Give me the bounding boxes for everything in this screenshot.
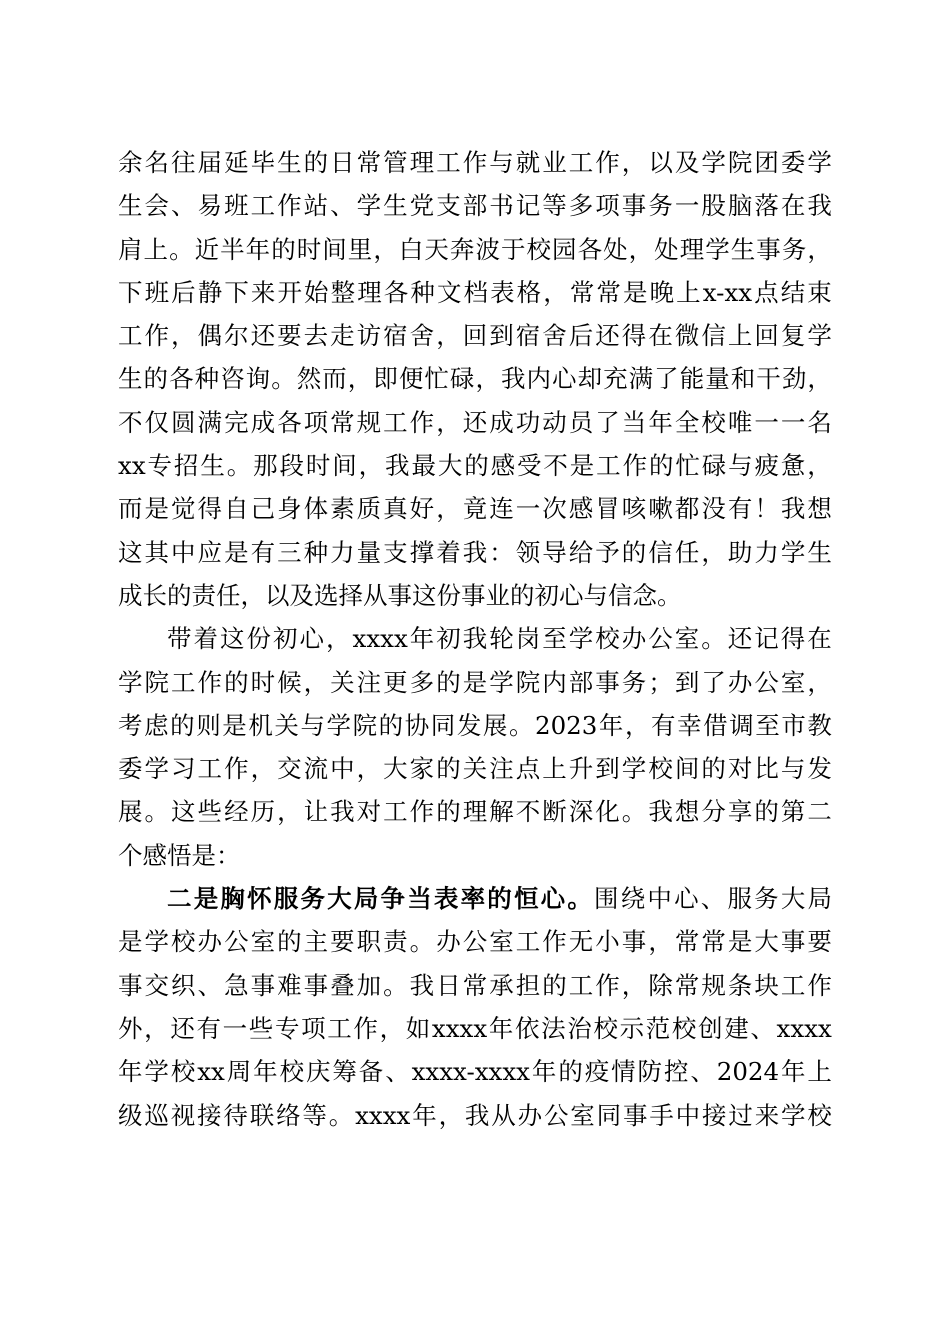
text-line: 生 会 、 易 班 工 作 站 、 学 生 党 支 部 书 记 等 多 项 事 务 一 股 脑 落 在 我 — [118, 184, 832, 227]
text-line: 生 的 各 种 咨 询 。 然 而 ， 即 便 忙 碌 ， 我 内 心 却 充 满 了 能 量 和 干 劲 ， — [118, 357, 832, 400]
text-line: 级 巡 视 接 待 联 络 等 。 xxxx 年 ， 我 从 办 公 室 同 事 手 中 接 过 来 学 校 — [118, 1094, 832, 1137]
text-line: 委 学 习 工 作 ， 交 流 中 ， 大 家 的 关 注 点 上 升 到 学 校 间 的 对 比 与 发 — [118, 747, 832, 790]
text-line: 工 作 ， 偶 尔 还 要 去 走 访 宿 舍 ， 回 到 宿 舍 后 还 得 在 微 信 上 回 复 学 — [118, 314, 832, 357]
text-line: 下 班 后 静 下 来 开 始 整 理 各 种 文 档 表 格 ， 常 常 是 晚 上 x-xx 点 结 束 — [118, 271, 832, 314]
text-line: 这 其 中 应 是 有 三 种 力 量 支 撑 着 我 ： 领 导 给 予 的 信 任 ， 助 力 学 生 — [118, 531, 832, 574]
line-text: 个感悟是： — [118, 840, 241, 870]
text-line: 而 是 觉 得 自 己 身 体 素 质 真 好 ， 竟 连 一 次 感 冒 咳 嗽 都 没 有 ！ 我 想 — [118, 487, 832, 530]
text-line: 是 学 校 办 公 室 的 主 要 职 责 。 办 公 室 工 作 无 小 事 ， 常 常 是 大 事 要 — [118, 920, 832, 963]
text-line: 事 交 织 、 急 事 难 事 叠 加 。 我 日 常 承 担 的 工 作 ， 除 常 规 条 块 工 作 — [118, 964, 832, 1007]
text-line: 外 ， 还 有 一 些 专 项 工 作 ， 如 xxxx 年 依 法 治 校 示 范 校 创 建 、 xxxx — [118, 1007, 832, 1050]
text-line: xx 专 招 生 。 那 段 时 间 ， 我 最 大 的 感 受 不 是 工 作 的 忙 碌 与 疲 惫 ， — [118, 444, 832, 487]
text-line: 二 是 胸 怀 服 务 大 局 争 当 表 率 的 恒 心 。 围 绕 中 心 、 服 务 大 局 — [118, 877, 832, 920]
text-line — [118, 574, 832, 617]
text-line: 年 学 校 xx 周 年 校 庆 筹 备 、 xxxx-xxxx 年 的 疫 情 防 控 、 2024 年 上 — [118, 1050, 832, 1093]
text-line: 肩 上 。 近 半 年 的 时 间 里 ， 白 天 奔 波 于 校 园 各 处 ， 处 理 学 生 事 务 ， — [118, 228, 832, 271]
body-text — [118, 141, 832, 1137]
line-text: 成长的责任，以及选择从事这份事业的初心与信念。 — [118, 580, 682, 610]
text-line: 余 名 往 届 延 毕 生 的 日 常 管 理 工 作 与 就 业 工 作 ， 以 及 学 院 团 委 学 — [118, 141, 832, 184]
text-line: 展 。 这 些 经 历 ， 让 我 对 工 作 的 理 解 不 断 深 化 。 我 想 分 享 的 第 二 — [118, 790, 832, 833]
text-line: 考 虑 的 则 是 机 关 与 学 院 的 协 同 发 展 。 2023 年 ， 有 幸 借 调 至 市 教 — [118, 704, 832, 747]
text-line: 不 仅 圆 满 完 成 各 项 常 规 工 作 ， 还 成 功 动 员 了 当 年 全 校 唯 一 一 名 — [118, 401, 832, 444]
text-line: 带 着 这 份 初 心 ， xxxx 年 初 我 轮 岗 至 学 校 办 公 室 。 还 记 得 在 — [118, 617, 832, 660]
text-line: 学 院 工 作 的 时 候 ， 关 注 更 多 的 是 学 院 内 部 事 务 ； 到 了 办 公 室 ， — [118, 661, 832, 704]
text-line — [118, 834, 832, 877]
